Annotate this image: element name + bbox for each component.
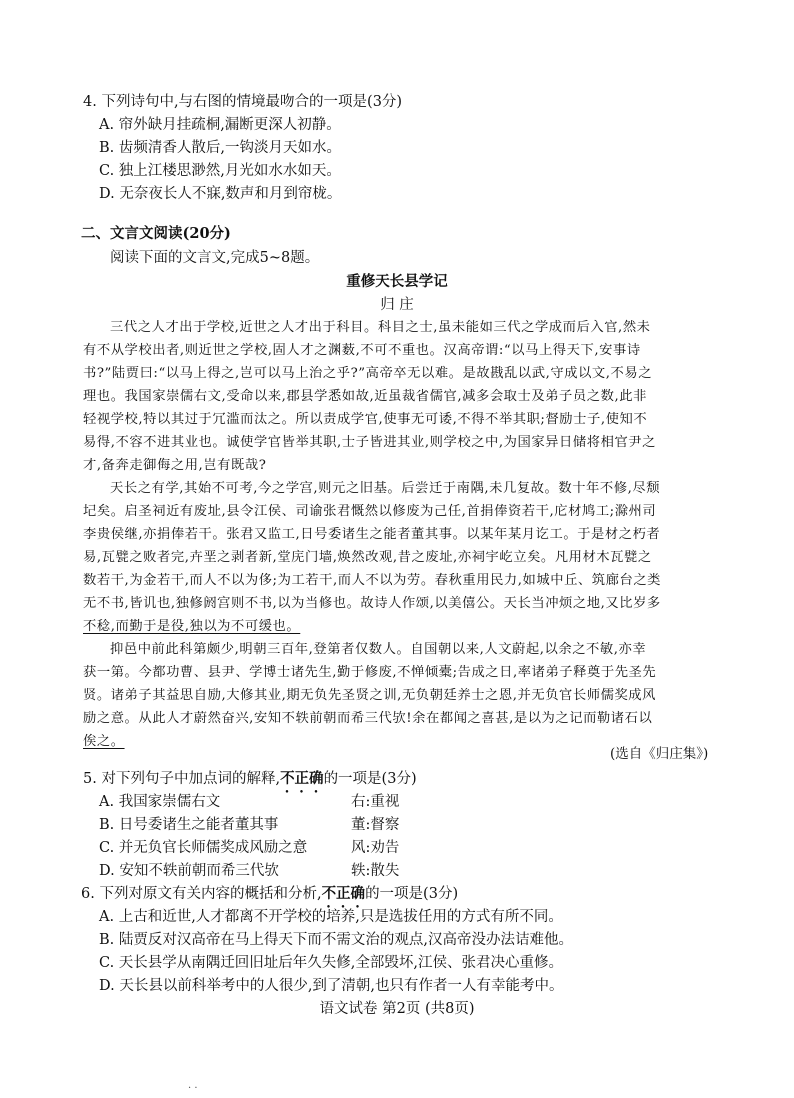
q6-option-a: A. 上古和近世,人才都离不开学校的培养,只是选拔任用的方式有所不同。	[99, 909, 563, 925]
passage-source: (选自《归庄集》)	[610, 746, 709, 762]
q4-option-b: B. 齿频清香人散后,一钩淡月天如水。	[99, 140, 341, 156]
section-heading: 二、文言文阅读(20分)	[81, 225, 231, 242]
q6-stem-emphasis: 不正确	[321, 885, 366, 902]
passage-title: 重修天长县学记	[346, 273, 448, 290]
passage-line: 无不书,皆讥也,独修阏宫则不书,以为当修也。故诗人作颂,以美僖公。天长当冲烦之地,又比岁多	[83, 596, 661, 611]
q5-stem-post: 的一项是(3分)	[323, 771, 417, 787]
page-footer: 语文试卷 第2页 (共8页)	[319, 1001, 475, 1017]
passage-line: 获一第。今都功曹、县尹、学博士诸先生,勤于修废,不惮倾橐;告成之日,率诸弟子释奠于先圣先	[83, 665, 657, 680]
q4-option-c: C. 独上江楼思渺然,月光如水水如天。	[99, 163, 341, 179]
passage-line: 励之意。从此人才蔚然奋兴,安知不轶前朝而希三代欤!余在都闻之喜甚,是以为之记而勒诸石以	[83, 711, 653, 726]
q5-gloss-d: 轶:散失	[351, 863, 400, 879]
passage-line: 易,瓦甓之败者完,卉垩之剥者新,堂庑门墙,焕然改观,昔之废址,亦祠宇屹立矣。凡用材木瓦甓之	[83, 550, 652, 565]
q6-option-c: C. 天长县学从南隅迁回旧址后年久失修,全部毁坏,江侯、张君决心重修。	[99, 955, 564, 971]
q4-option-d: D. 无奈夜长人不寐,数声和月到帘栊。	[99, 186, 342, 202]
passage-line: 圮矣。启圣祠近有废址,县令江侯、司谕张君慨然以修废为己任,首捐俸资若干,庀材鸠工;滁州司	[83, 504, 657, 519]
passage-line: 书?”陆贾曰:“以马上得之,岂可以马上治之乎?”高帝卒无以难。是故戡乱以武,守成以文,不易之	[83, 366, 653, 381]
q6-stem-post: 的一项是(3分)	[365, 886, 459, 902]
passage-line: 贤。诸弟子其益思自励,大修其业,期无负先圣贤之训,无负朝廷养士之恩,并无负官长师儒奖成风	[83, 688, 656, 703]
passage-line-underlined: 俟之。	[83, 734, 125, 749]
q4-stem: 4. 下列诗句中,与右图的情境最吻合的一项是(3分)	[83, 94, 403, 110]
q5-option-c: C. 并无负官长师儒奖成风励之意	[99, 840, 308, 856]
passage-line: 易得,不容不进其业也。诚使学官皆举其职,士子皆进其业,则学校之中,为国家异日储将相官尹之	[83, 435, 656, 450]
q4-option-a: A. 帘外缺月挂疏桐,漏断更深人初静。	[99, 117, 341, 133]
passage-author: 归 庄	[380, 297, 414, 313]
q5-gloss-b: 董:督察	[351, 817, 400, 833]
q5-gloss-a: 右:重视	[351, 794, 400, 810]
q5-gloss-c: 风:劝告	[351, 840, 400, 856]
q5-stem-emphasis: 不正确	[280, 770, 324, 787]
passage-line: 天长之有学,其始不可考,今之学宫,则元之旧基。后尝迁于南隅,未几复故。数十年不修,尽颓	[110, 481, 661, 496]
q5-option-b: B. 日号委诸生之能者董其事	[99, 817, 279, 833]
scan-speck: · ·	[188, 1083, 198, 1094]
section-instruction: 阅读下面的文言文,完成5~8题。	[110, 250, 320, 266]
q5-option-a: A. 我国家崇儒右文	[99, 794, 221, 810]
q6-stem-pre: 6. 下列对原文有关内容的概括和分析,	[81, 886, 322, 902]
passage-line: 轻视学校,特以其过于冗滥而汰之。所以责成学官,使事无可诿,不得不举其职;督励士子,使知不	[83, 412, 648, 427]
passage-line: 理也。我国家崇儒右文,受命以来,郡县学悉如故,近虽裁省儒官,减多会取士及弟子员之数,此非	[83, 389, 647, 404]
q5-option-d: D. 安知不轶前朝而希三代欤	[99, 863, 279, 879]
passage-line: 抑邑中前此科第颇少,明朝三百年,登第者仅数人。自国朝以来,人文蔚起,以余之不敏,亦幸	[110, 642, 647, 657]
passage-line: 才,备奔走御侮之用,岂有既哉?	[83, 458, 267, 473]
passage-line: 三代之人才出于学校,近世之人才出于科目。科目之士,虽未能如三代之学成而后入官,然未	[110, 320, 651, 335]
passage-line: 有不从学校出者,则近世之学校,固人才之渊薮,不可不重也。汉高帝谓:“以马上得天下,安事诗	[83, 343, 641, 358]
q5-stem-pre: 5. 对下列句子中加点词的解释,	[83, 771, 281, 787]
q6-option-b: B. 陆贾反对汉高帝在马上得天下而不需文治的观点,汉高帝没办法诘难他。	[99, 932, 573, 948]
q6-option-d: D. 天长县以前科举考中的人很少,到了清朝,也只有作者一人有幸能考中。	[99, 978, 564, 994]
passage-line: 数若干,为金若干,而人不以为侈;为工若干,而人不以为劳。春秋重用民力,如城中丘、筑廊台之类	[83, 573, 662, 588]
passage-line: 李贵侯继,亦捐俸若干。张君又监工,日号委诸生之能者董其事。以某年某月讫工。于是材之朽者	[83, 527, 661, 542]
passage-line-underlined: 不稔,而勤于是役,独以为不可缓也。	[83, 619, 301, 634]
